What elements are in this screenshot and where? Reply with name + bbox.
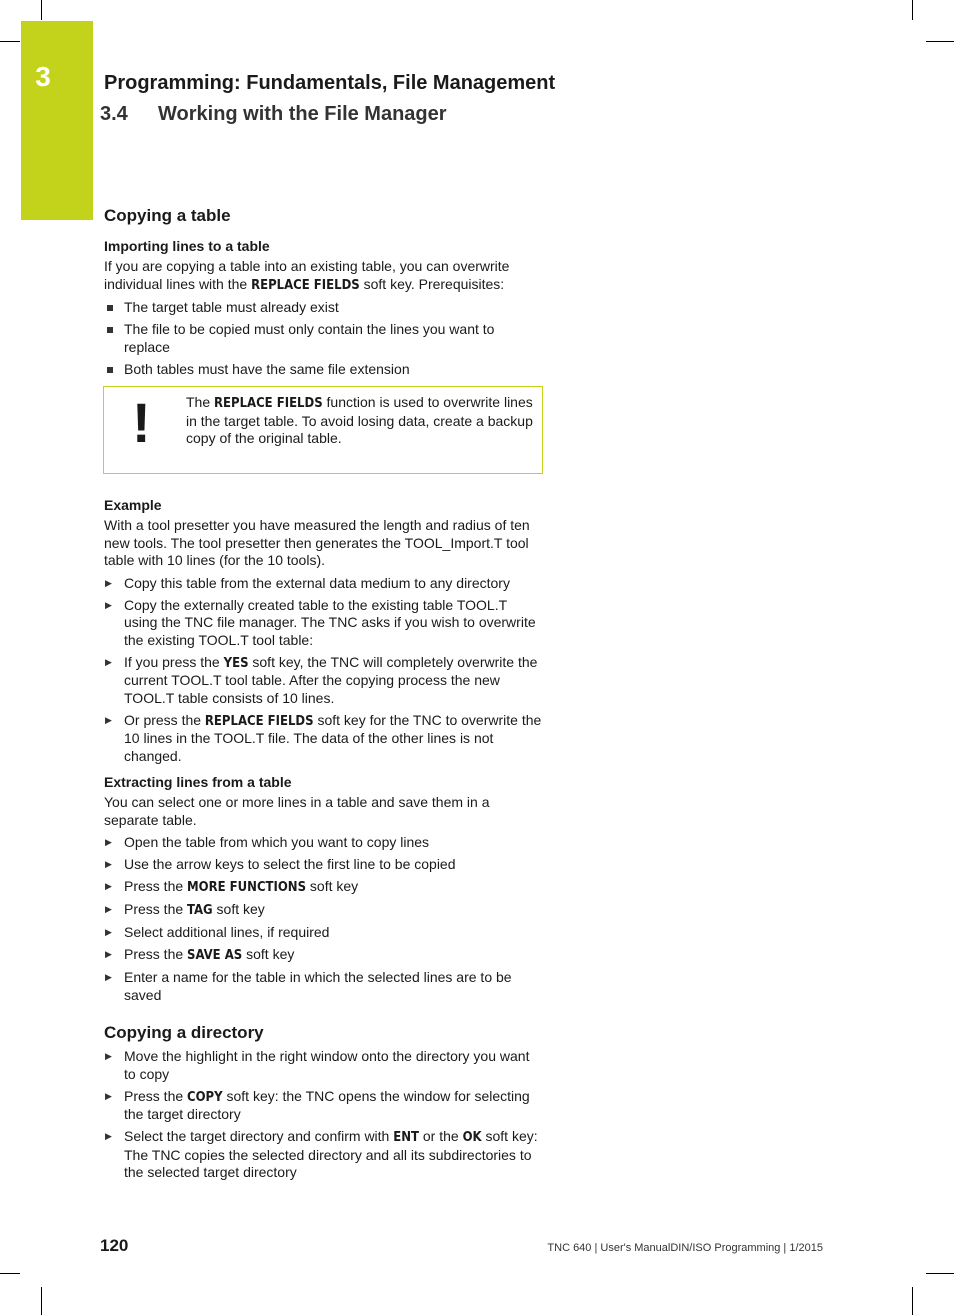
list-item: ▶ Move the highlight in the right window onto the directory you want to copy bbox=[104, 1048, 542, 1083]
copying-table-heading: Copying a table bbox=[104, 206, 231, 225]
list-item: The target table must already exist bbox=[104, 299, 542, 317]
crop-mark bbox=[41, 0, 42, 20]
soft-key-label: YES bbox=[223, 655, 249, 671]
crop-mark bbox=[912, 0, 913, 20]
list-item: The file to be copied must only contain the lines you want to replace bbox=[104, 321, 542, 356]
soft-key-label: COPY bbox=[187, 1089, 223, 1105]
soft-key-label: MORE FUNCTIONS bbox=[187, 880, 307, 895]
importing-heading: Importing lines to a table bbox=[104, 238, 270, 254]
crop-mark bbox=[926, 1273, 954, 1274]
crop-mark bbox=[912, 1287, 913, 1315]
soft-key-label: REPLACE FIELDS bbox=[251, 277, 360, 293]
extracting-intro: You can select one or more lines in a table and save them in a separate table. bbox=[104, 794, 490, 828]
crop-mark bbox=[926, 41, 954, 42]
page-content bbox=[104, 205, 542, 1190]
list-item: ▶ Select additional lines, if required bbox=[104, 924, 542, 942]
extracting-steps bbox=[104, 834, 542, 1004]
chapter-title: Programming: Fundamentals, File Management bbox=[104, 72, 556, 94]
extracting-heading: Extracting lines from a table bbox=[104, 774, 292, 790]
page-number: 120 bbox=[100, 1236, 129, 1255]
soft-key-label: ENT bbox=[393, 1130, 419, 1145]
crop-mark bbox=[41, 1287, 42, 1315]
crop-mark bbox=[0, 41, 20, 42]
list-item: ▶ Press the TAG soft key bbox=[104, 901, 542, 920]
soft-key-label: SAVE AS bbox=[187, 948, 243, 963]
soft-key-label: TAG bbox=[187, 903, 213, 918]
list-item: ▶ If you press the YES soft key, the TNC will completely overwrite the current TOOL.T tool table. After the copying process the new TOOL.T table consists of 10 lines. bbox=[104, 654, 542, 708]
soft-key-label: OK bbox=[462, 1130, 482, 1145]
exclamation-icon: ! bbox=[132, 391, 151, 454]
list-item: ▶ Copy the externally created table to the existing table TOOL.T using the TNC file manager. The TNC asks if you wish to overwrite the existing TOOL.T tool table: bbox=[104, 597, 542, 650]
footer-text: TNC 640 | User's ManualDIN/ISO Programming | 1/2015 bbox=[547, 1242, 823, 1254]
importing-intro: If you are copying a table into an existing table, you can overwrite individual lines with the REPLACE FIELDS soft key. Prerequisites: bbox=[104, 258, 510, 293]
list-item: ▶ Open the table from which you want to copy lines bbox=[104, 834, 542, 852]
section-title-text: Working with the File Manager bbox=[158, 103, 447, 125]
example-heading: Example bbox=[104, 497, 162, 513]
example-intro: With a tool presetter you have measured the length and radius of ten new tools. The tool presetter then generates the TOOL_Import.T tool table with 10 lines (for the 10 tools). bbox=[104, 517, 530, 568]
list-item: ▶ Select the target directory and confirm with ENT or the OK soft key: The TNC copies the selected directory and all its subdirectories to the selected target directory bbox=[104, 1128, 542, 1182]
list-item: ▶ Use the arrow keys to select the first line to be copied bbox=[104, 856, 542, 874]
list-item: ▶ Press the SAVE AS soft key bbox=[104, 946, 542, 965]
copying-directory-heading: Copying a directory bbox=[104, 1023, 264, 1042]
list-item: Both tables must have the same file extension bbox=[104, 361, 542, 379]
list-item: ▶ Or press the REPLACE FIELDS soft key for the TNC to overwrite the 10 lines in the TOOL.T file. The data of the other lines is not changed. bbox=[104, 712, 542, 766]
list-item: ▶ Press the MORE FUNCTIONS soft key bbox=[104, 878, 542, 897]
list-item: ▶ Press the COPY soft key: the TNC opens the window for selecting the target directory bbox=[104, 1088, 542, 1124]
example-steps bbox=[104, 575, 542, 766]
directory-steps bbox=[104, 1048, 542, 1182]
note-text: The REPLACE FIELDS function is used to overwrite lines in the target table. To avoid losing data, create a backup copy of the original table. bbox=[186, 394, 533, 446]
list-item: ▶ Enter a name for the table in which the selected lines are to be saved bbox=[104, 969, 542, 1004]
crop-mark bbox=[0, 1273, 20, 1274]
list-item: ▶ Copy this table from the external data medium to any directory bbox=[104, 575, 542, 593]
soft-key-label: REPLACE FIELDS bbox=[214, 396, 323, 411]
section-title bbox=[100, 103, 447, 126]
prerequisites-list bbox=[104, 299, 542, 378]
soft-key-label: REPLACE FIELDS bbox=[204, 713, 314, 729]
section-number: 3.4 bbox=[100, 103, 128, 125]
chapter-tab bbox=[21, 21, 93, 220]
chapter-number: 3 bbox=[35, 61, 51, 92]
warning-note bbox=[103, 386, 543, 474]
